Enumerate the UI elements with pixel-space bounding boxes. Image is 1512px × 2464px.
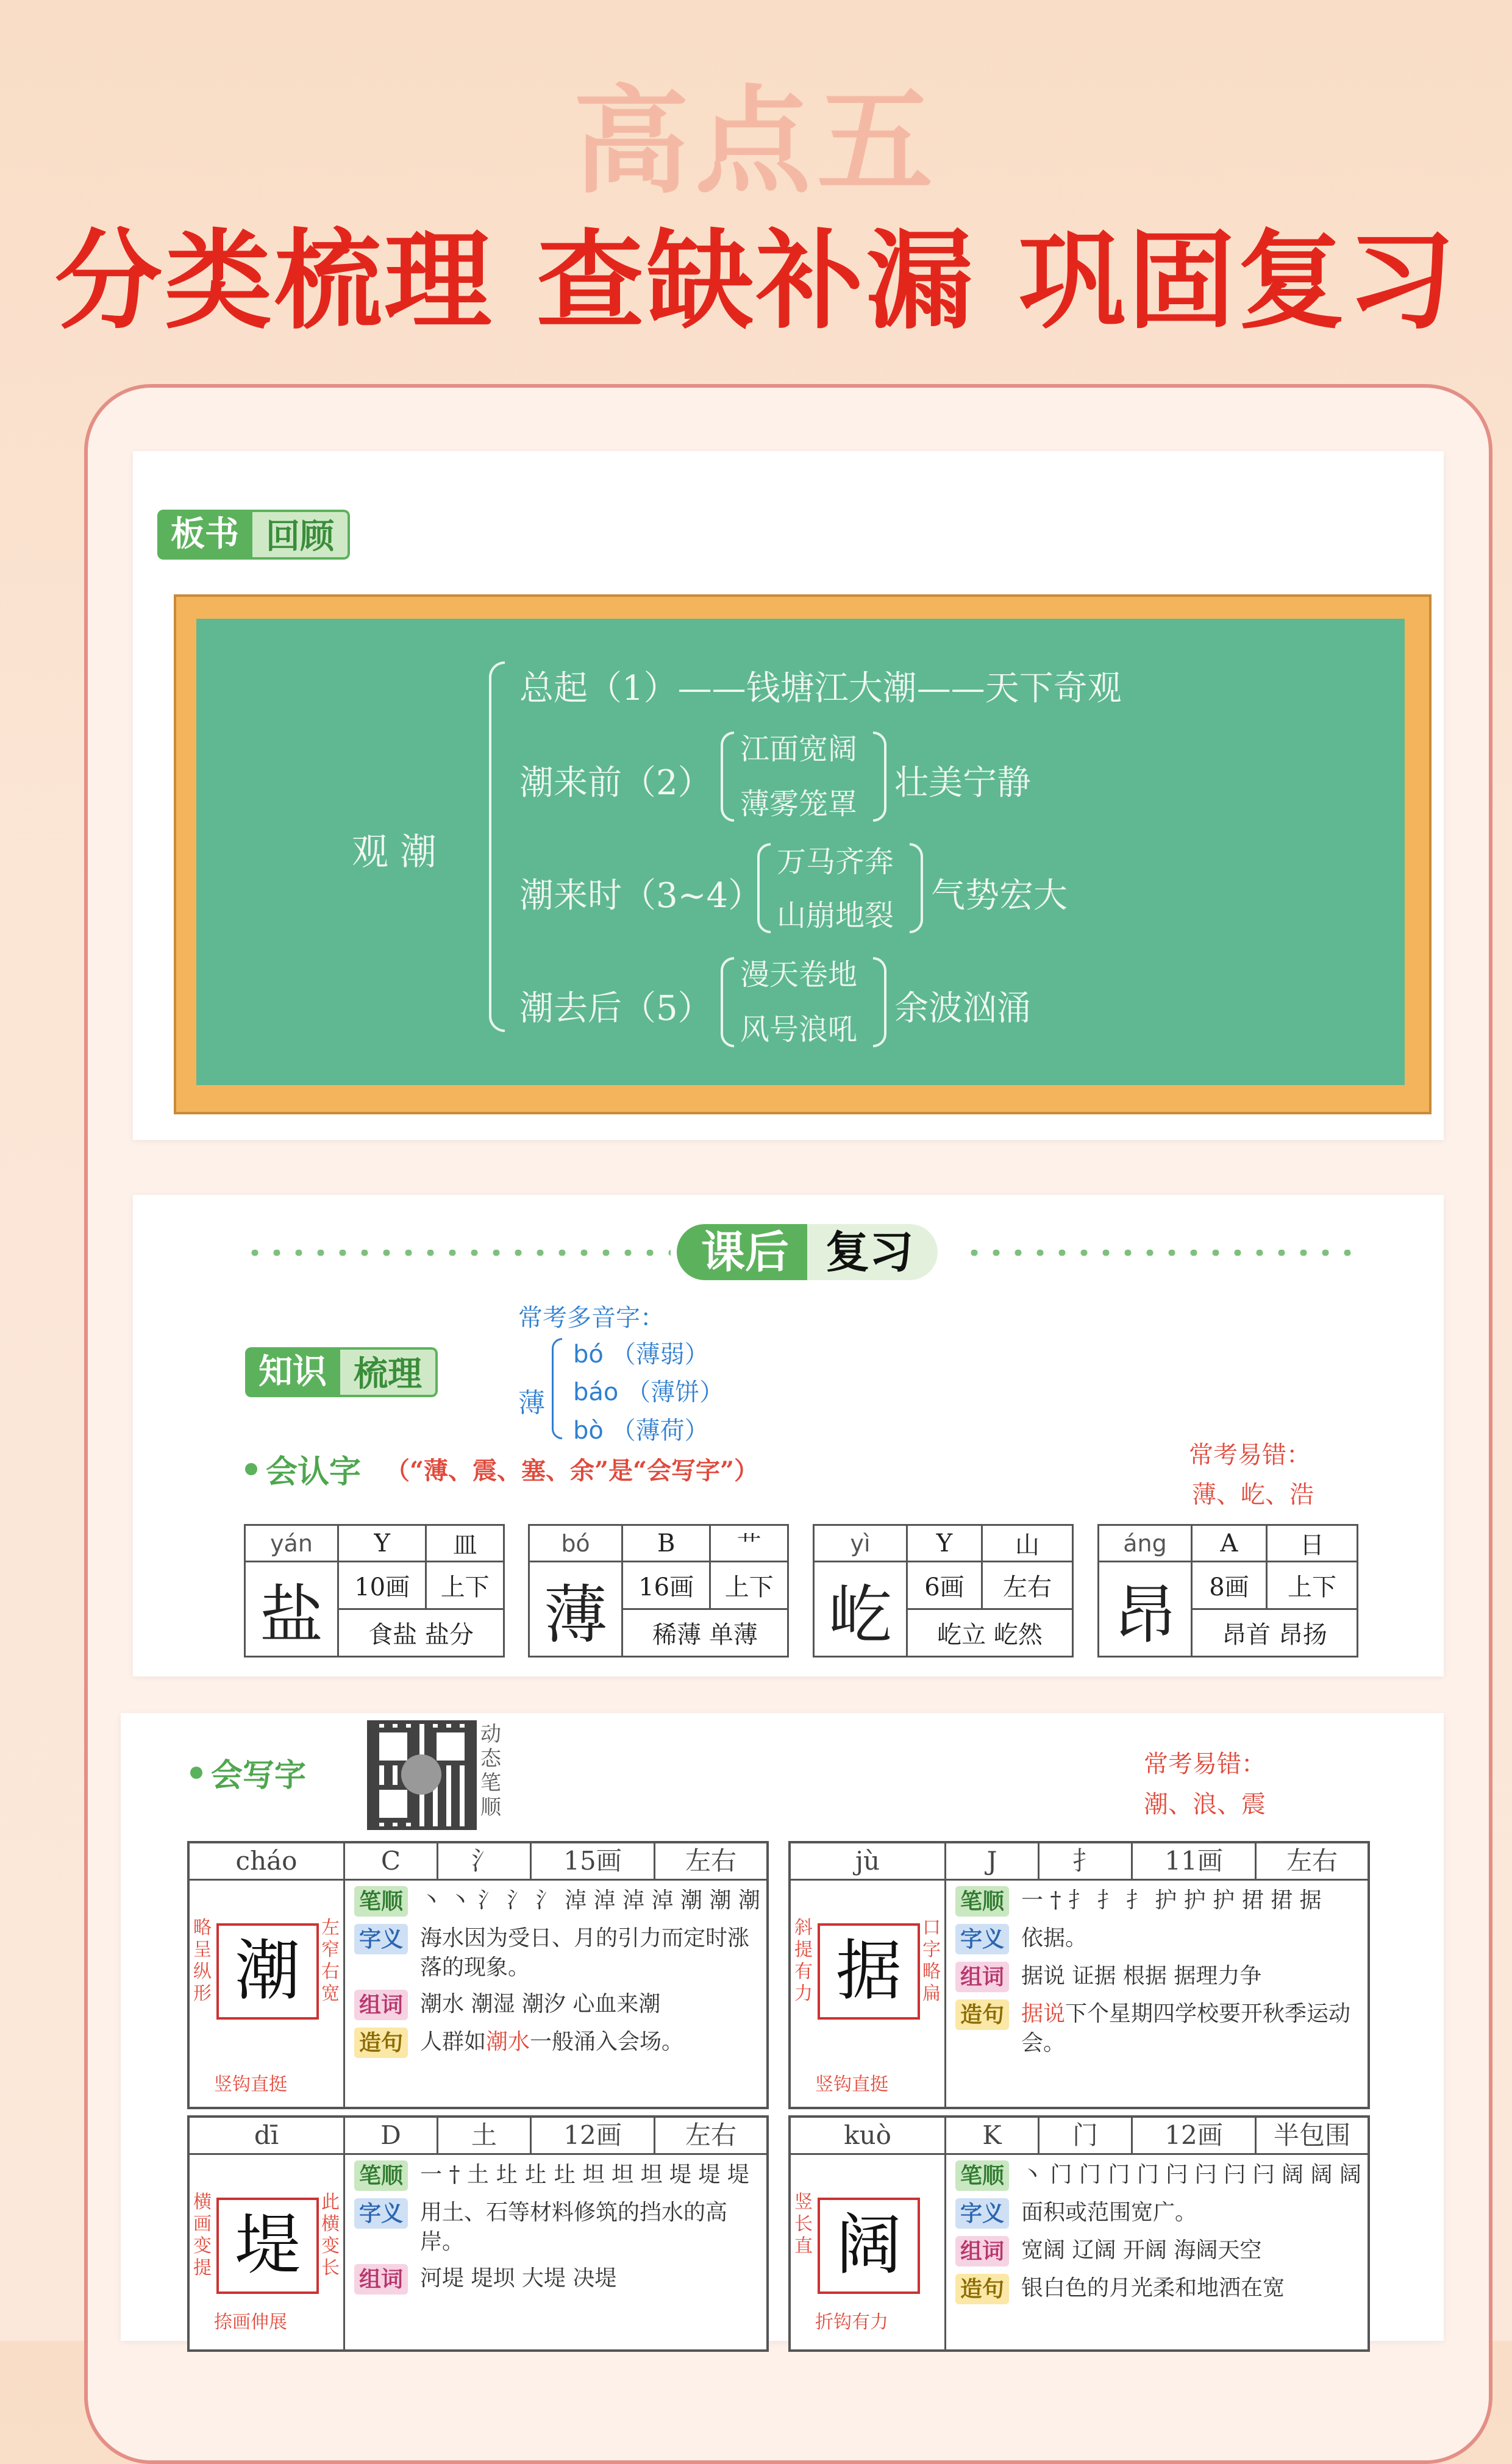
card-strokes: 16画 <box>622 1562 710 1609</box>
char-meaning: 用土、石等材料修筑的挡水的高岸。 <box>420 2200 728 2254</box>
brace <box>721 732 734 822</box>
card-char: 薄 <box>529 1562 622 1657</box>
qr-caption: 动态笔顺 <box>480 1722 501 1820</box>
card-char: 盐 <box>245 1562 338 1657</box>
label-bishun: 笔顺 <box>955 1886 1009 1917</box>
card-char: 屹 <box>814 1562 907 1657</box>
char-panel <box>791 1881 946 2107</box>
write-char-card <box>788 2115 1370 2352</box>
blackboard <box>196 619 1405 1085</box>
hero-subtitle <box>0 195 1512 349</box>
write-mistake-title: 常考易错： <box>1144 1750 1266 1778</box>
stroke-tip-foot: 捺画伸展 <box>214 2312 287 2333</box>
recognize-mistake: 薄、屹、浩 <box>1192 1481 1314 1509</box>
tag-part: 课后 <box>677 1224 807 1280</box>
hero-title: 高点五 <box>572 74 939 209</box>
board-item: 山崩地裂 <box>777 899 894 933</box>
brace <box>721 957 734 1047</box>
card-strokes: 10画 <box>338 1562 426 1609</box>
stroke-tip-foot: 竖钩直挺 <box>815 2074 888 2095</box>
card-words: 稀薄 单薄 <box>622 1609 788 1657</box>
card-char: 昂 <box>1099 1562 1192 1657</box>
label-zaoju: 造句 <box>955 2274 1009 2304</box>
board-review-tag <box>157 510 350 560</box>
card-pinyin: yì <box>814 1525 907 1562</box>
stroke-tip-right: 口字略扁 <box>922 1917 941 2004</box>
sentence-highlight: 潮水 <box>486 2029 530 2054</box>
card-radical: 氵 <box>438 1843 532 1879</box>
brace <box>910 843 923 933</box>
tag-part: 复习 <box>807 1224 938 1280</box>
recognize-char-card <box>1097 1524 1358 1658</box>
recognize-mistake-title: 常考易错： <box>1189 1441 1311 1469</box>
board-line-1: 总起（1）——钱塘江大潮——天下奇观 <box>519 669 1122 708</box>
char-panel <box>791 2155 946 2349</box>
hero-subtitle-part: 查缺补漏 <box>536 219 975 344</box>
tag-part: 板书 <box>157 510 252 560</box>
board-topic: 观 潮 <box>352 831 437 874</box>
card-header <box>190 2118 766 2155</box>
label-ziyi: 字义 <box>955 2198 1009 2229</box>
label-zuci: 组词 <box>955 1962 1009 1992</box>
stroke-tip-left: 斜提有力 <box>794 1917 813 2004</box>
write-mistake: 潮、浪、震 <box>1144 1790 1266 1818</box>
board-line-2-label: 潮来前（2） <box>519 763 712 803</box>
card-letter: A <box>1192 1525 1267 1562</box>
stroke-tip-left: 横画变提 <box>193 2192 212 2279</box>
card-letter: Y <box>338 1525 426 1562</box>
recognize-char-card <box>528 1524 789 1658</box>
word-group: 河堤 堤坝 大堤 决堤 <box>420 2266 617 2291</box>
after-class-review-tag <box>677 1224 938 1280</box>
example-sentence <box>1021 1999 1361 2058</box>
card-pinyin: kuò <box>791 2118 946 2153</box>
example-sentence <box>1021 2274 1285 2304</box>
recognize-title: 会认字 <box>266 1454 362 1490</box>
knowledge-tag <box>245 1347 438 1397</box>
card-structure: 上下 <box>426 1562 504 1609</box>
card-structure: 左右 <box>685 1846 736 1876</box>
char-meaning: 依据。 <box>1021 1926 1088 1951</box>
card-words: 食盐 盐分 <box>338 1609 504 1657</box>
stroke-tip-right: 左窄右宽 <box>321 1917 340 2004</box>
label-zaoju: 造句 <box>354 2028 408 2058</box>
card-structure: 半包围 <box>1273 2120 1350 2150</box>
card-radical: 山 <box>982 1525 1072 1562</box>
label-ziyi: 字义 <box>354 2198 408 2229</box>
card-char: 堤 <box>216 2198 319 2294</box>
polyphone-word: （薄荷） <box>611 1417 709 1445</box>
dotted-divider <box>963 1250 1366 1256</box>
sentence-part: 柔和地洒在宽 <box>1153 2276 1285 2301</box>
hero-subtitle-part: 分类梳理 <box>54 219 494 344</box>
board-line-4-label: 潮去后（5） <box>519 989 712 1028</box>
card-radical: 艹 <box>710 1525 788 1562</box>
label-zaoju: 造句 <box>955 1999 1009 2030</box>
sentence-part: 银白色的月光 <box>1021 2276 1154 2301</box>
sentence-part: 一般涌入会场。 <box>530 2029 684 2054</box>
card-strokes: 12画 <box>1133 2118 1257 2153</box>
board-item: 江面宽阔 <box>740 732 858 766</box>
polyphone-word: （薄饼） <box>626 1378 724 1406</box>
bullet-icon <box>245 1463 257 1475</box>
card-radical: 门 <box>1040 2118 1133 2153</box>
board-result: 壮美宁静 <box>894 763 1031 803</box>
card-pinyin: jù <box>791 1843 946 1879</box>
char-meaning: 面积或范围宽广。 <box>1021 2200 1197 2225</box>
polyphone-pinyin: báo <box>573 1378 619 1406</box>
stroke-tip-right: 此横变长 <box>321 2192 340 2279</box>
card-structure: 上下 <box>710 1562 788 1609</box>
board-item: 风号浪吼 <box>740 1013 858 1047</box>
bullet-icon <box>190 1767 202 1779</box>
card-details <box>955 2160 1361 2312</box>
card-details <box>354 2160 760 2302</box>
recognize-note: （“薄、震、塞、余”是“会写字”） <box>385 1456 759 1485</box>
board-result: 气势宏大 <box>931 876 1068 916</box>
card-words: 昂首 昂扬 <box>1192 1609 1358 1657</box>
tag-part: 梳理 <box>340 1347 438 1397</box>
board-item: 漫天卷地 <box>740 958 858 992</box>
qr-code-icon[interactable] <box>367 1720 477 1830</box>
label-ziyi: 字义 <box>955 1924 1009 1954</box>
label-zuci: 组词 <box>955 2236 1009 2266</box>
board-result: 余波汹涌 <box>894 989 1031 1028</box>
card-words: 屹立 屹然 <box>907 1609 1073 1657</box>
card-radical: 扌 <box>1040 1843 1133 1879</box>
sentence-part: 人群如 <box>420 2029 487 2054</box>
card-radical: 日 <box>1266 1525 1357 1562</box>
char-meaning: 海水因为受日、月的引力而定时涨落的现象。 <box>420 1926 750 1980</box>
card-letter: D <box>345 2118 438 2153</box>
brace <box>552 1338 562 1439</box>
label-bishun: 笔顺 <box>955 2160 1009 2191</box>
tag-part: 回顾 <box>252 510 350 560</box>
polyphone-item <box>573 1335 709 1370</box>
polyphone-char: 薄 <box>518 1387 545 1419</box>
example-sentence <box>420 2028 683 2058</box>
char-panel <box>190 2155 345 2349</box>
stroke-order: 丶 丶 氵 氵 氵 淖 淖 淖 淖 潮 潮 潮 <box>420 1888 760 1913</box>
card-structure: 左右 <box>982 1562 1072 1609</box>
polyphone-item <box>573 1411 709 1446</box>
label-bishun: 笔顺 <box>354 1886 408 1917</box>
polyphone-pinyin: bò <box>573 1417 604 1445</box>
char-panel <box>190 1881 345 2107</box>
card-pinyin: bó <box>529 1525 622 1562</box>
card-structure: 左右 <box>685 2120 736 2150</box>
card-strokes: 8画 <box>1192 1562 1267 1609</box>
card-pinyin: cháo <box>190 1843 345 1879</box>
word-group: 据说 证据 根据 据理力争 <box>1021 1964 1262 1989</box>
main-brace <box>489 661 505 1032</box>
polyphone-title: 常考多音字： <box>518 1304 665 1332</box>
label-ziyi: 字义 <box>354 1924 408 1954</box>
stroke-order: 一 † 土 圵 圵 圵 坦 坦 坦 堤 堤 堤 <box>420 2162 749 2187</box>
card-strokes: 6画 <box>907 1562 982 1609</box>
write-char-card <box>788 1841 1370 2109</box>
card-char: 阔 <box>818 2198 920 2294</box>
card-header <box>190 1843 766 1881</box>
card-radical: 土 <box>438 2118 532 2153</box>
dotted-divider <box>244 1250 671 1256</box>
polyphone-item <box>573 1373 724 1408</box>
polyphone-pinyin: bó <box>573 1341 604 1369</box>
polyphone-word: （薄弱） <box>611 1341 709 1369</box>
card-letter: B <box>622 1525 710 1562</box>
board-item: 薄雾笼罩 <box>740 787 858 821</box>
write-title: 会写字 <box>211 1757 307 1794</box>
card-strokes: 12画 <box>532 2118 655 2153</box>
card-details <box>955 1886 1361 2065</box>
brace <box>873 732 886 822</box>
board-item: 万马齐奔 <box>777 845 894 879</box>
stroke-tip-foot: 折钩有力 <box>815 2312 888 2333</box>
recognize-char-card <box>244 1524 505 1658</box>
card-pinyin: dī <box>190 2118 345 2153</box>
sentence-highlight: 据说 <box>1021 2001 1066 2026</box>
stroke-tip-left: 竖长直 <box>794 2192 813 2257</box>
stroke-order: 一 † 扌 扌 扌 护 护 护 捃 捃 据 <box>1021 1888 1322 1913</box>
word-group: 潮水 潮湿 潮汐 心血来潮 <box>420 1992 661 2017</box>
card-pinyin: áng <box>1099 1525 1192 1562</box>
stroke-tip-foot: 竖钩直挺 <box>214 2074 287 2095</box>
write-char-card <box>187 1841 769 2109</box>
card-char: 据 <box>818 1923 920 2020</box>
card-strokes: 15画 <box>532 1843 655 1879</box>
hero-subtitle-part: 巩固复习 <box>1018 219 1458 344</box>
write-char-card <box>187 2115 769 2352</box>
tag-part: 知识 <box>245 1347 340 1397</box>
card-strokes: 11画 <box>1133 1843 1257 1879</box>
stroke-tip-left: 略呈纵形 <box>193 1917 212 2004</box>
card-letter: J <box>946 1843 1040 1879</box>
recognize-char-card <box>813 1524 1074 1658</box>
card-details <box>354 1886 760 2065</box>
card-char: 潮 <box>216 1923 319 2020</box>
card-letter: Y <box>907 1525 982 1562</box>
word-group: 宽阔 辽阔 开阔 海阔天空 <box>1021 2238 1262 2263</box>
card-structure: 上下 <box>1266 1562 1357 1609</box>
card-pinyin: yán <box>245 1525 338 1562</box>
brace <box>873 957 886 1047</box>
card-letter: K <box>946 2118 1040 2153</box>
card-structure: 左右 <box>1286 1846 1338 1876</box>
card-letter: C <box>345 1843 438 1879</box>
sentence-part: 下个星期四学校要开秋季运动会。 <box>1021 2001 1351 2056</box>
write-heading <box>190 1750 306 1795</box>
stroke-order: 丶 门 门 门 门 闩 闩 闩 闩 阔 阔 阔 <box>1021 2162 1361 2187</box>
label-bishun: 笔顺 <box>354 2160 408 2191</box>
brace <box>757 843 771 933</box>
label-zuci: 组词 <box>354 1990 408 2020</box>
board-line-3-label: 潮来时（3~4） <box>519 876 763 916</box>
label-zuci: 组词 <box>354 2264 408 2295</box>
card-header <box>791 1843 1368 1881</box>
card-radical: 皿 <box>426 1525 504 1562</box>
card-header <box>791 2118 1368 2155</box>
recognize-heading <box>245 1446 758 1492</box>
